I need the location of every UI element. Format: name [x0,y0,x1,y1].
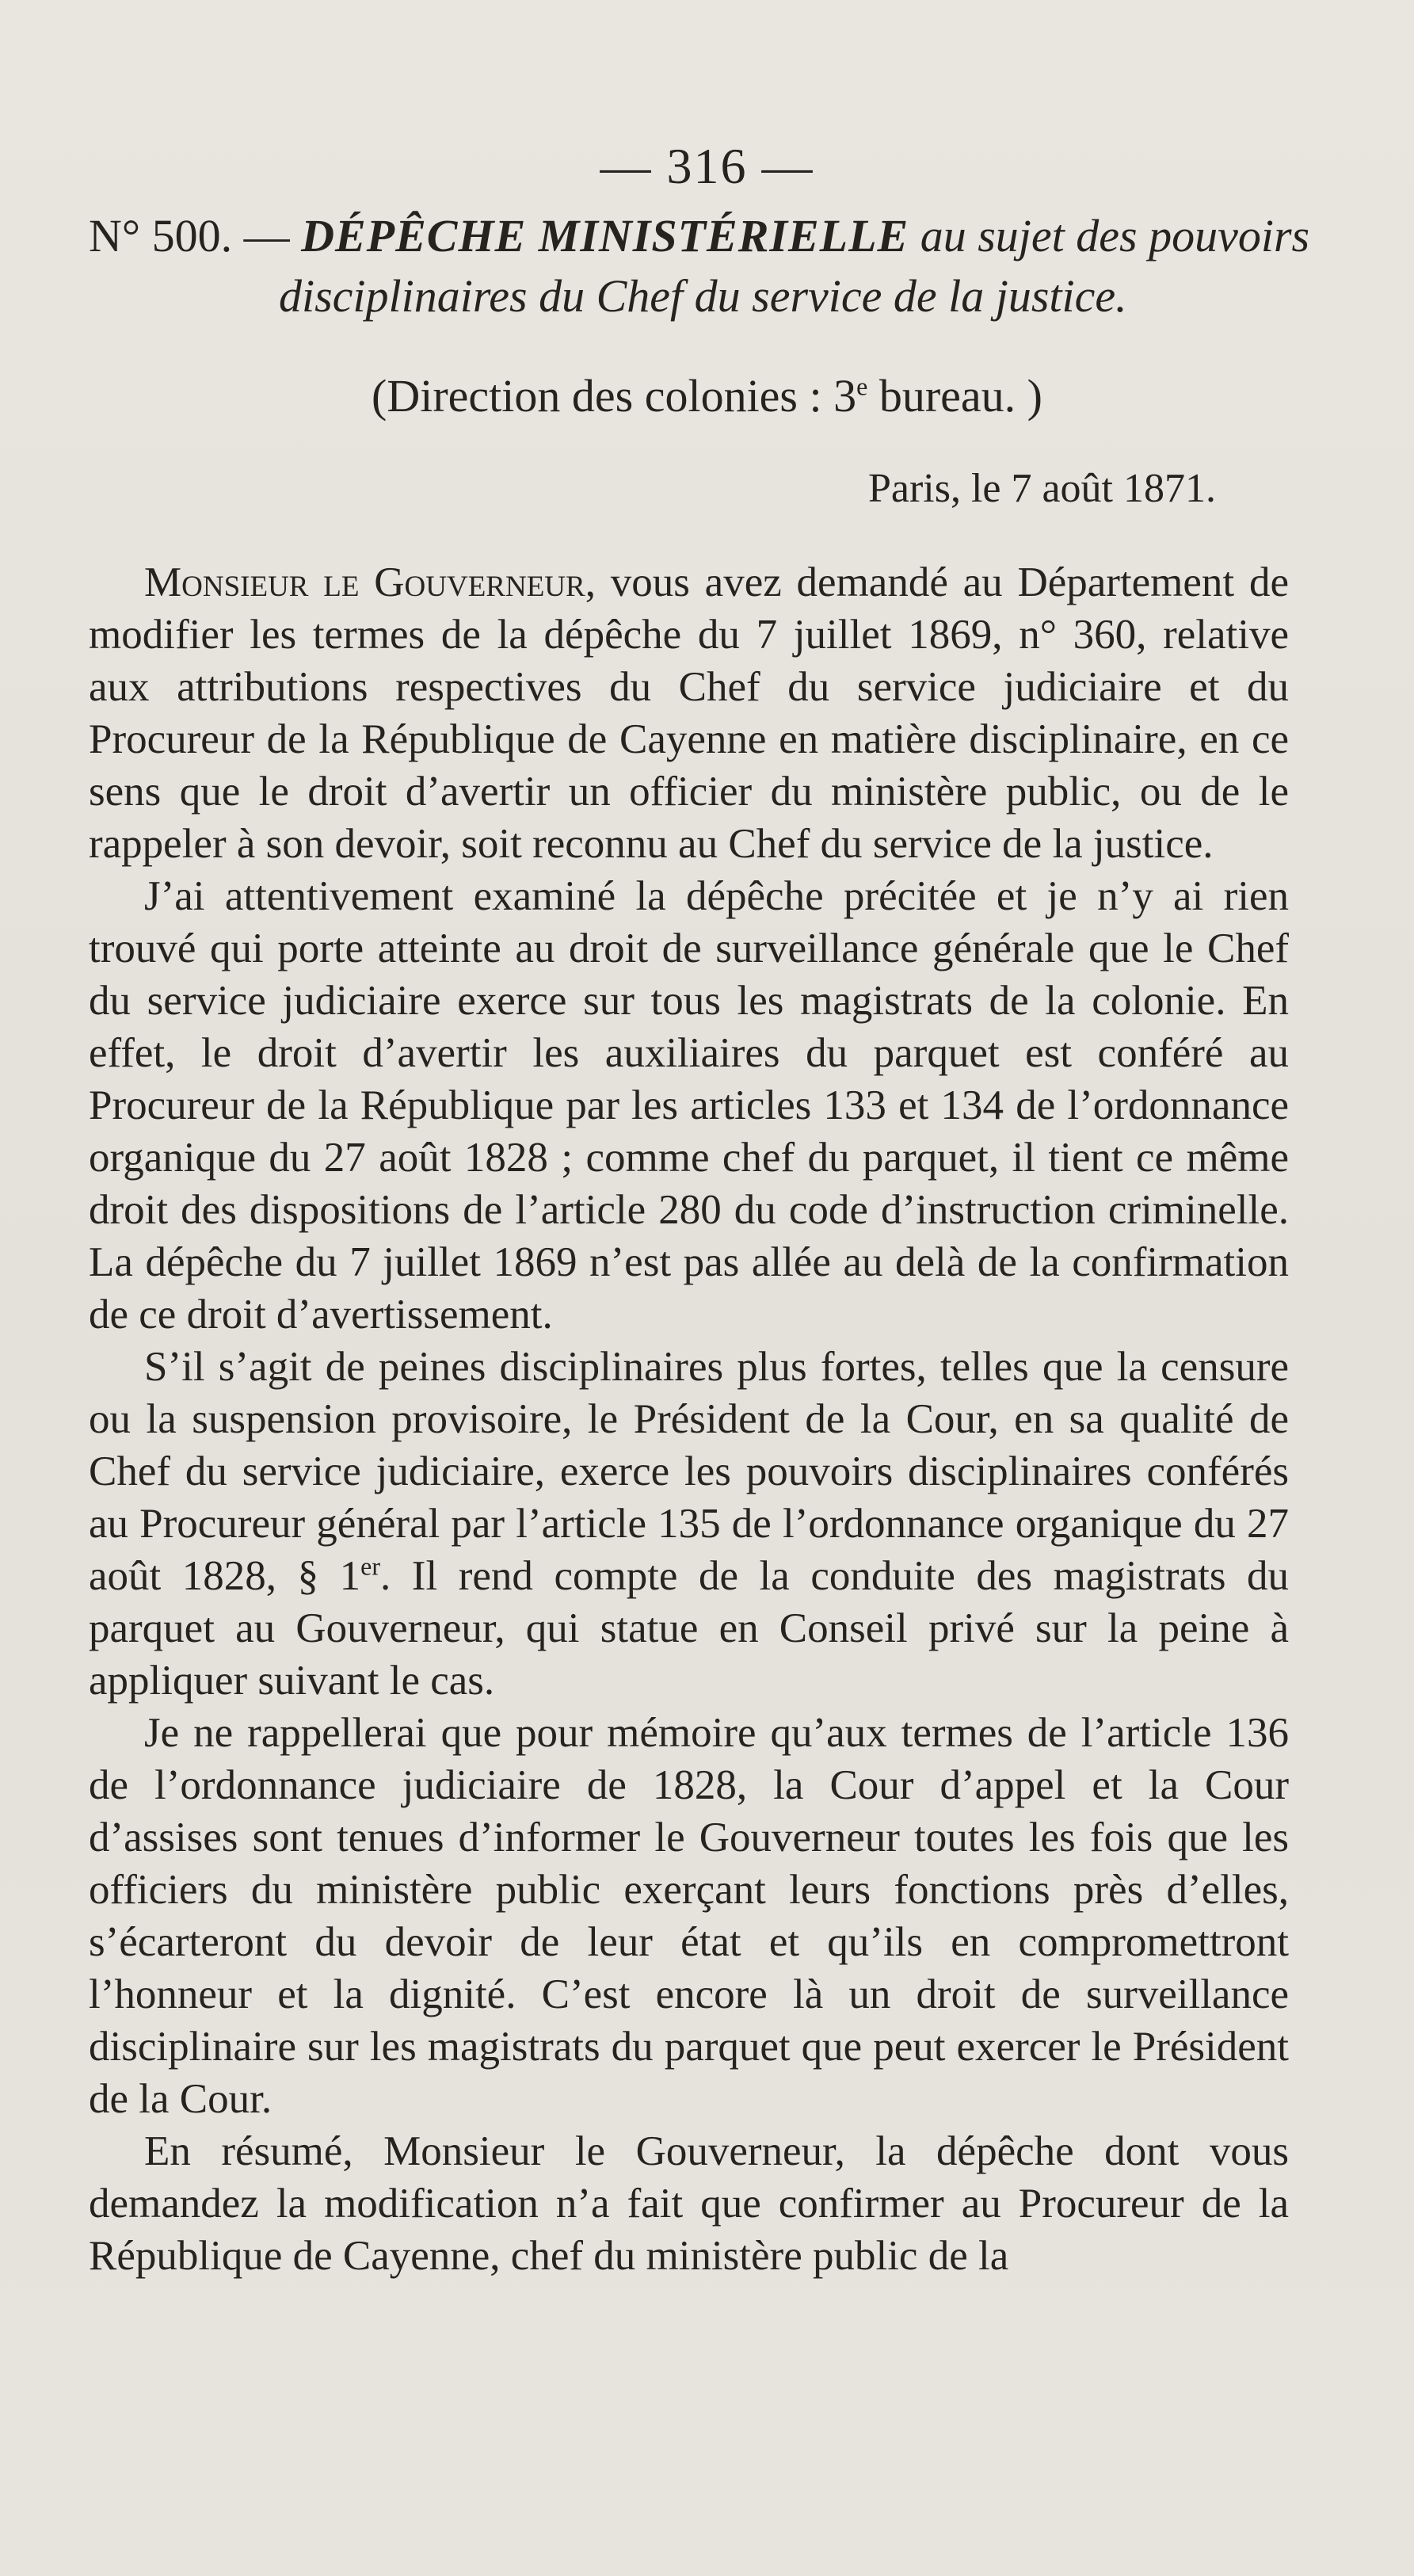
paragraph-3-sup: er [360,1551,380,1581]
paragraph-4: Je ne rappellerai que pour mémoire qu’aux termes de l’article 136 de l’ordonnance judiciaire de 1828, la Cour d’appel et la Cour d’assises sont tenues d’informer le Gouverneur toutes les fois que les officiers du ministère public exerçant leurs fonctions près d’elles, s’écarteront du devoir de leur état et qu’ils en compromettront l’honneur et la dignité. C’est encore là un droit de surveillance disciplinaire sur les magistrats du parquet que peut exercer le Président de la Cour. [89,1710,1289,2122]
dateline: Paris, le 7 août 1871. [867,466,1216,511]
direction-before: (Direction des colonies : 3 [372,370,857,422]
salutation: Monsieur le Gouverneur [144,559,585,605]
document-heading [89,206,1324,326]
direction-after: bureau. ) [867,370,1042,422]
paragraph-3-tail: . Il rend compte de la conduite des magistrats du parquet au Gouverneur, qui statue en Conseil privé sur la peine à appliquer suivant le cas. [89,1553,1289,1704]
document-title: DÉPÊCHE MINISTÉRIELLE [301,210,909,261]
document-title-rest: au sujet des pouvoirs [909,210,1310,261]
paragraph-3-text: S’il s’agit de peines disciplinaires plus fortes, telles que la censure ou la suspension provisoire, le Président de la Cour, en sa qualité de Chef du service judiciaire, exerce les pouvoirs disciplinaires conférés au Procureur général par l’article 135 de l’ordonnance organique du 27 août 1828, § 1 [89,1344,1289,1599]
page-number: — 316 — [600,138,814,194]
paragraph-3 [89,1341,1289,1707]
paragraph-5: En résumé, Monsieur le Gouverneur, la dépêche dont vous demandez la modification n’a fait que confirmer au Procureur de la République de Cayenne, chef du ministère public de la [89,2128,1289,2279]
document-body [89,556,1289,2282]
document-number: N° 500. — [89,210,290,261]
direction-line [0,366,1414,426]
paragraph-1 [89,556,1289,870]
direction-sup: e [856,372,868,401]
paragraph-1-text: , vous avez demandé au Département de modifier les termes de la dépêche du 7 juillet 1869, n° 360, relative aux attributions respectives du Chef du service judiciaire et du Procureur de la République de Cayenne en matière disciplinaire, en ce sens que le droit d’avertir un officier du ministère public, ou de le rappeler à son devoir, soit reconnu au Chef du service de la justice. [89,559,1289,867]
paragraph-2: J’ai attentivement examiné la dépêche précitée et je n’y ai rien trouvé qui porte atteinte au droit de surveillance générale que le Chef du service judiciaire exerce sur tous les magistrats de la colonie. En effet, le droit d’avertir les auxiliaires du parquet est conféré au Procureur de la République par les articles 133 et 134 de l’ordonnance organique du 27 août 1828 ; comme chef du parquet, il tient ce même droit des dispositions de l’article 280 du code d’instruction criminelle. La dépêche du 7 juillet 1869 n’est pas allée au delà de la confirmation de ce droit d’avertissement. [89,873,1289,1338]
document-title-line2: disciplinaires du Chef du service de la justice. [279,270,1127,322]
